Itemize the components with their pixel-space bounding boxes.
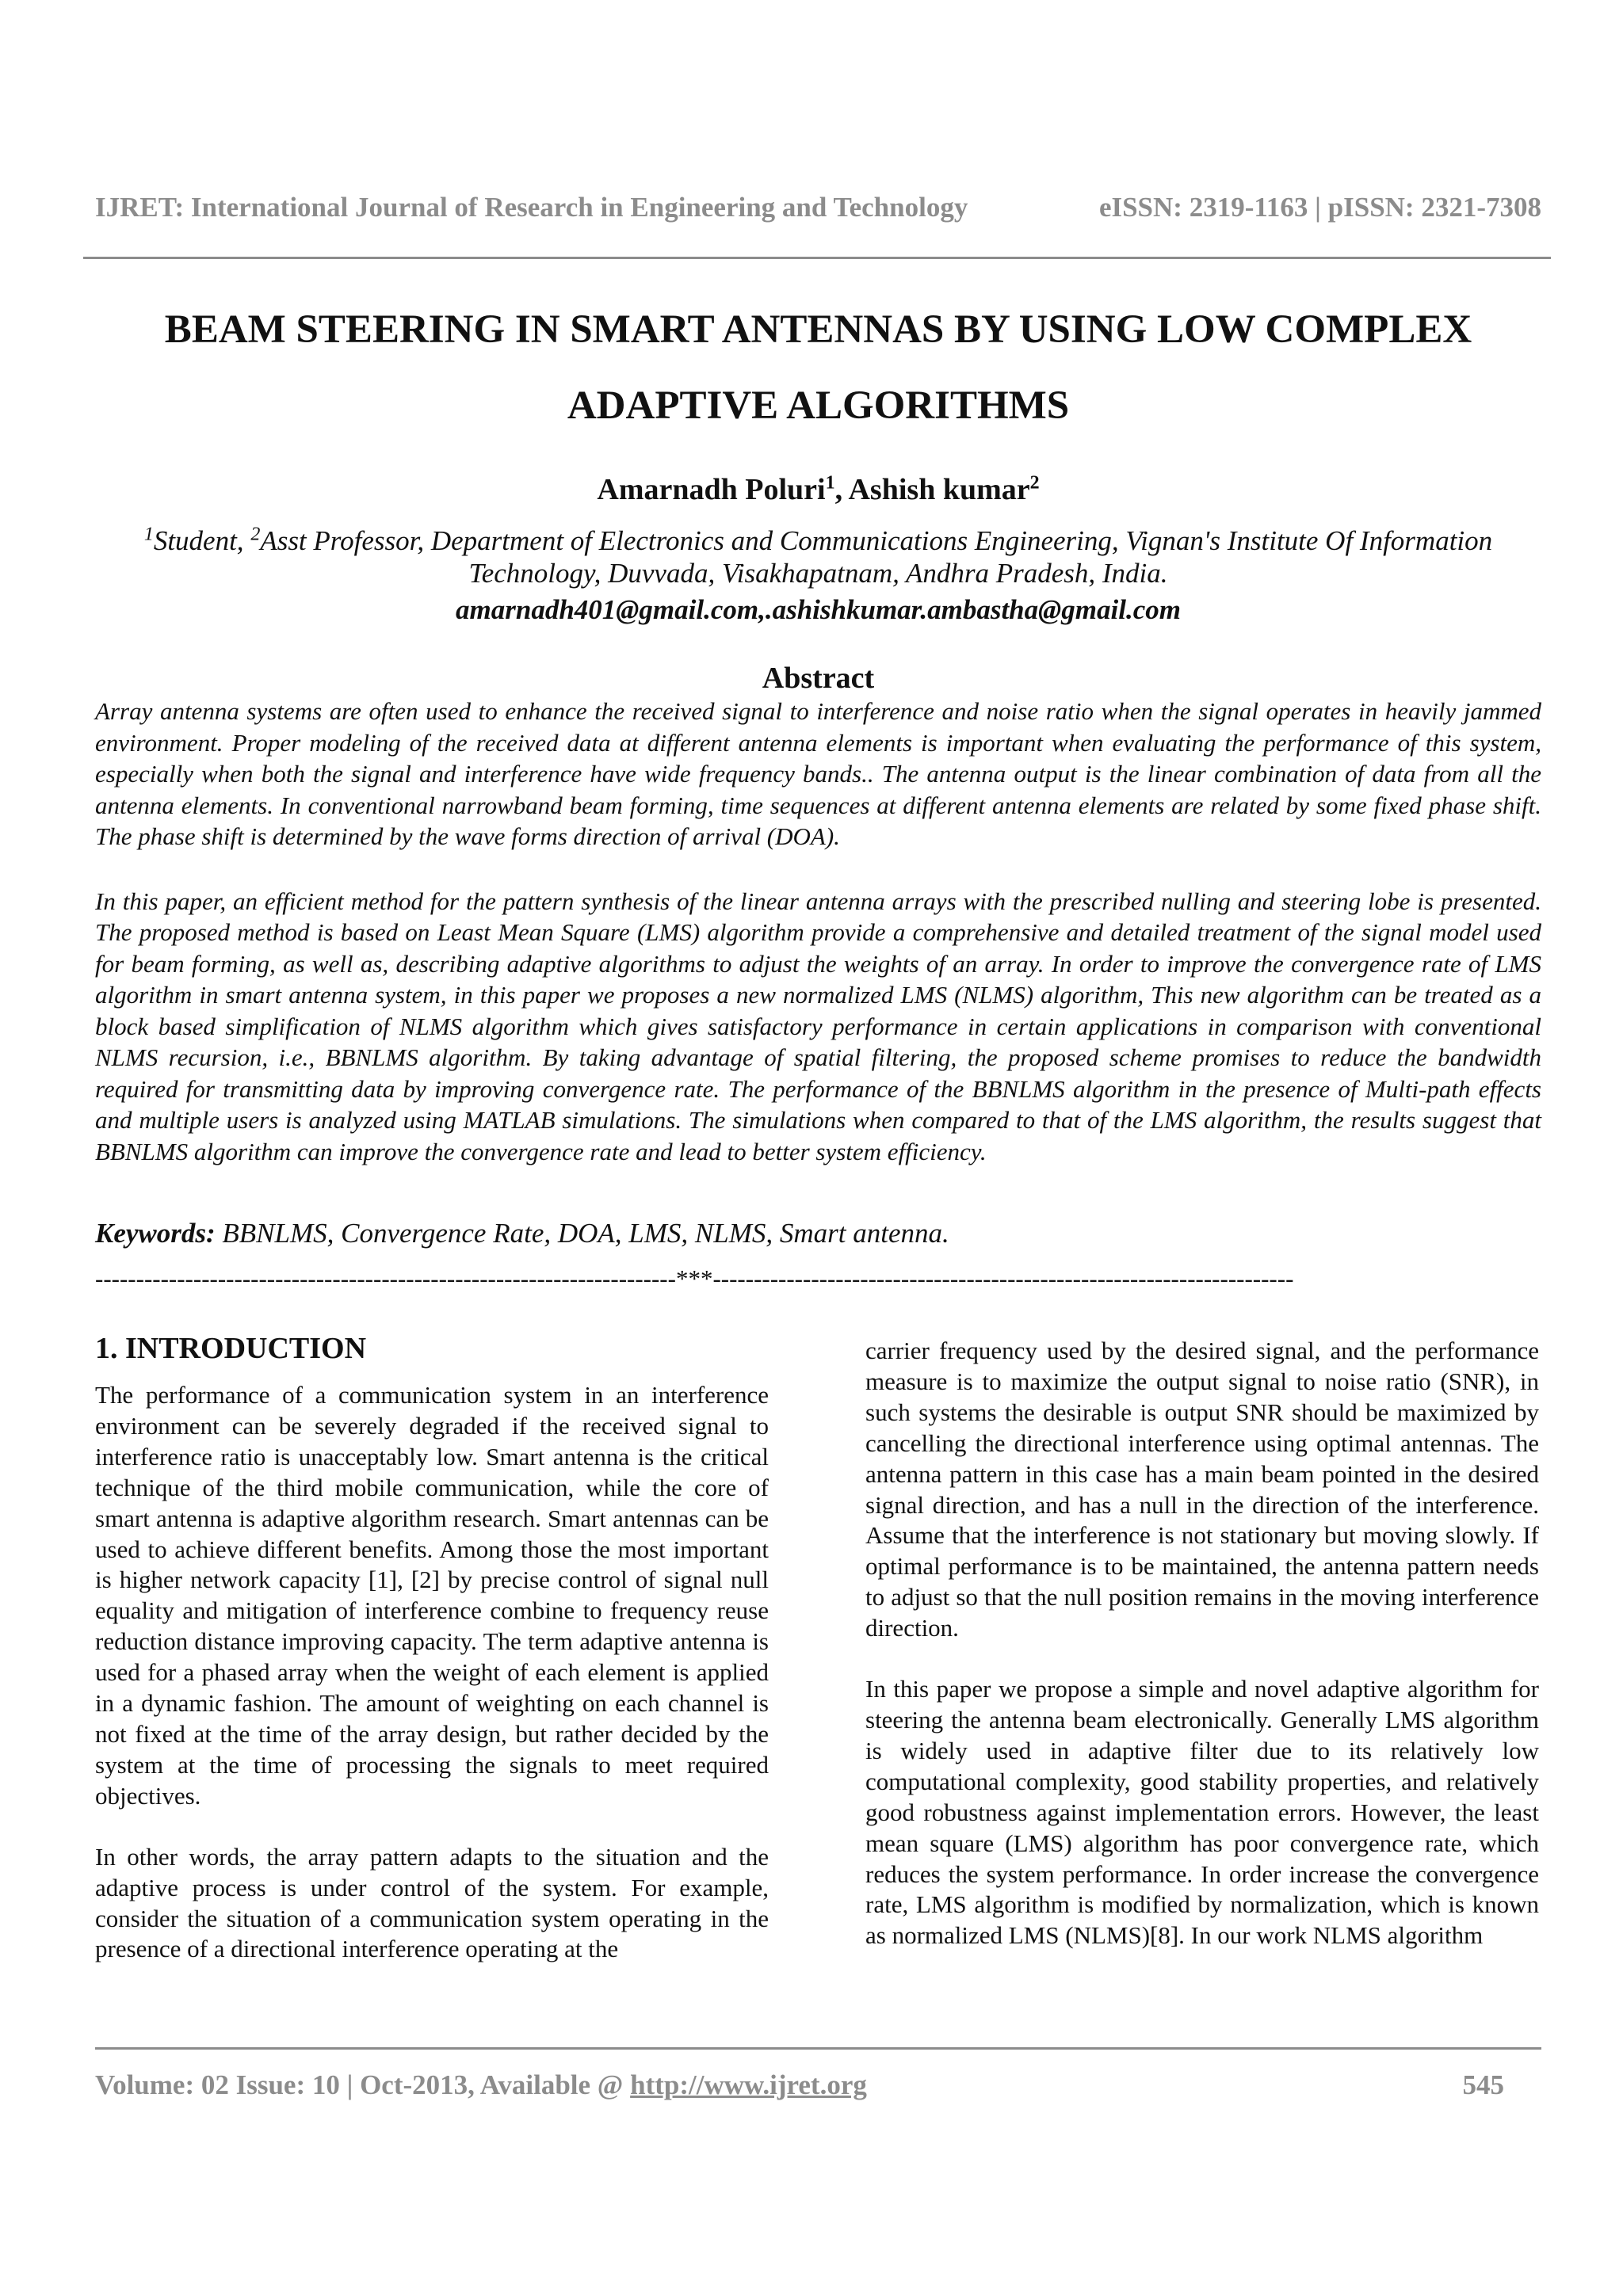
right-column bbox=[865, 1336, 1539, 1951]
title-line-1: BEAM STEERING IN SMART ANTENNAS BY USING LOW COMPLEX bbox=[164, 307, 1472, 352]
keywords-text: BBNLMS, Convergence Rate, DOA, LMS, NLMS, Smart antenna. bbox=[215, 1218, 949, 1249]
left-column bbox=[95, 1331, 769, 1965]
abstract-paragraph: In this paper, an efficient method for the pattern synthesis of the linear antenna arrays with the prescribed nulling and steering lobe is presented. The proposed method is based on Least Mean Square (LMS) algorithm provide a comprehensive and detailed treatment of the signal model used for beam forming, as well as, describing adaptive algorithms to adjust the weights of an array. In order to improve the convergence rate of LMS algorithm in smart antenna system, in this paper we proposes a new normalized LMS (NLMS) algorithm, This new algorithm can be treated as a block based simplification of NLMS algorithm which gives satisfactory performance in certain applications in comparison with conventional NLMS recursion, i.e., BBNLMS algorithm. By taking advantage of spatial filtering, the proposed scheme promises to reduce the bandwidth required for transmitting data by improving convergence rate. The performance of the BBNLMS algorithm in the presence of Multi-path effects and multiple users is analyzed using MATLAB simulations. The simulations when compared to that of the LMS algorithm, the results suggest that BBNLMS algorithm can improve the convergence rate and lead to better system efficiency. bbox=[95, 887, 1541, 1165]
running-footer bbox=[95, 2069, 1504, 2101]
section-heading: 1. INTRODUCTION bbox=[95, 1332, 367, 1365]
affiliation bbox=[95, 524, 1541, 589]
running-header bbox=[95, 192, 1541, 223]
body-paragraph: carrier frequency used by the desired signal, and the performance measure is to maximize the output signal to noise ratio (SNR), in such systems the desirable is output SNR should be maximized by cancelling the directional interference using optimal antennas. The antenna pattern in this case has a main beam pointed in the desired signal direction, and has a null in the direction of the interference. Assume that the interference is not stationary but moving slowly. If optimal performance is to be maintained, the antenna pattern needs to adjust so that the null position remains in the moving interference direction. bbox=[865, 1337, 1539, 1642]
body-paragraph: In other words, the array pattern adapts to the situation and the adaptive process is under control of the system. For example, consider the situation of a communication system operating in the presence of a directional interference operating at the bbox=[95, 1842, 769, 1963]
affiliation-sup-1: 1 bbox=[143, 524, 154, 545]
author-2-superscript: 2 bbox=[1029, 472, 1040, 494]
affiliation-role-1: Student, bbox=[153, 525, 251, 556]
keywords-label: Keywords: bbox=[95, 1218, 216, 1249]
body-paragraph: In this paper we propose a simple and novel adaptive algorithm for steering the antenna beam electronically. Generally LMS algorithm is widely used in adaptive filter due to its relatively low computational complexity, good stability properties, and relatively good robustness against implementation errors. However, the least mean square (LMS) algorithm has poor convergence rate, which reduces the system performance. In order increase the convergence rate, LMS algorithm is modified by normalization, which is known as normalized LMS (NLMS)[8]. In our work NLMS algorithm bbox=[865, 1675, 1539, 1950]
journal-link[interactable]: http://www.ijret.org bbox=[630, 2069, 867, 2100]
footer-rule bbox=[95, 2047, 1541, 2050]
affiliation-line-1-text: Asst Professor, Department of Electronics and Communications Engineering, Vignan's Institute Of Information bbox=[260, 525, 1493, 556]
author-separator: , bbox=[834, 473, 849, 506]
affiliation-line-2: Technology, Duvvada, Visakhapatnam, Andhra Pradesh, India. bbox=[468, 558, 1168, 589]
journal-name: IJRET: International Journal of Research in Engineering and Technology bbox=[95, 192, 968, 223]
author-1-superscript: 1 bbox=[825, 472, 835, 494]
footer-left bbox=[95, 2069, 867, 2101]
paper-title bbox=[95, 292, 1541, 444]
section-separator: -----------------------------------------------------------------------***----------------------------------------------------------------------- bbox=[95, 1264, 1294, 1292]
body-paragraph: The performance of a communication system in an interference environment can be severely degraded if the received signal to interference ratio is unacceptably low. Smart antenna is the critical technique of the third mobile communication, while the core of smart antenna is adaptive algorithm research. Smart antennas can be used to achieve different benefits. Among those the most important is higher network capacity [1], [2] by precise control of signal null equality and mitigation of interference combine to frequency reuse reduction distance improving capacity. The term adaptive antenna is used for a phased array when the weight of each element is applied in a dynamic fashion. The amount of weighting on each channel is not fixed at the time of the array design, but rather decided by the system at the time of processing the signals to meet required objectives. bbox=[95, 1381, 769, 1810]
affiliation-sup-2: 2 bbox=[250, 524, 261, 545]
abstract-body bbox=[95, 696, 1541, 1167]
title-line-2: ADAPTIVE ALGORITHMS bbox=[567, 383, 1070, 428]
issn-info: eISSN: 2319-1163 | pISSN: 2321-7308 bbox=[1098, 192, 1541, 223]
author-1: Amarnadh Poluri bbox=[597, 473, 826, 506]
affiliation-line-1 bbox=[95, 524, 1541, 557]
abstract-paragraph: Array antenna systems are often used to enhance the received signal to interference and noise ratio when the signal operates in heavily jammed environment. Proper modeling of the received data at different antenna elements is important when evaluating the performance of this system, especially when both the signal and interference have wide frequency bands.. The antenna output is the linear combination of data from all the antenna elements. In conventional narrowband beam forming, time sequences at different antenna elements are related by some fixed phase shift. The phase shift is determined by the wave forms direction of arrival (DOA). bbox=[95, 697, 1541, 850]
page-number: 545 bbox=[1462, 2069, 1504, 2100]
abstract-heading: Abstract bbox=[762, 662, 875, 695]
author-2: Ashish kumar bbox=[848, 473, 1030, 506]
author-emails: amarnadh401@gmail.com,.ashishkumar.ambastha@gmail.com bbox=[456, 594, 1181, 625]
author-list bbox=[95, 467, 1541, 512]
keywords bbox=[95, 1216, 1541, 1251]
header-rule bbox=[83, 257, 1551, 259]
volume-info: Volume: 02 Issue: 10 | Oct-2013, Available @ bbox=[95, 2069, 631, 2100]
